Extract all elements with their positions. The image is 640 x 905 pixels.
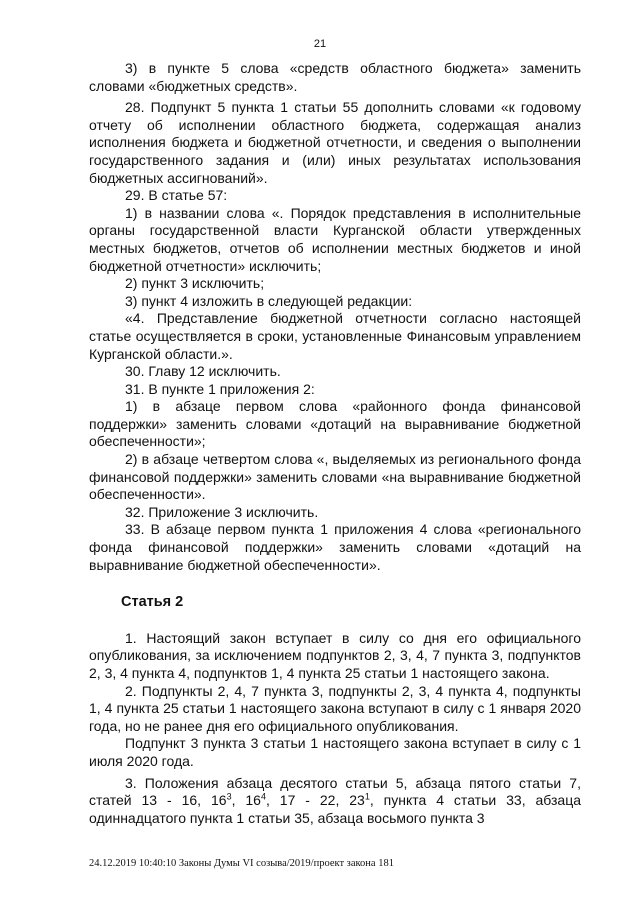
paragraph: 2. Подпункты 2, 4, 7 пункта 3, подпункты 2, 3, 4 пункта 4, подпункты 1, 4 пункта 25 статьи 1 настоящего закона вступают в силу с 1 января 2020 года, но не ранее дня его официального опубликования. bbox=[89, 682, 581, 734]
paragraph: Подпункт 3 пункта 3 статьи 1 настоящего закона вступает в силу с 1 июля 2020 года. bbox=[89, 735, 581, 769]
text-run: 3. Положения абзаца десятого статьи 5, абзаца пятого статьи 7, статей 13 - 16, 16 bbox=[89, 774, 581, 809]
paragraph: 28. Подпункт 5 пункта 1 статьи 55 дополнить словами «к годовому отчету об исполнении областного бюджета, содержащая анализ исполнения бюджета и бюджетной отчетности, и сведения о выполнении государственного задания и (или) иных результатах использования бюджетных ассигнований». bbox=[89, 99, 581, 186]
paragraph: 30. Главу 12 исключить. bbox=[125, 363, 281, 380]
text-run: , 17 - 22, 23 bbox=[265, 792, 365, 809]
paragraph-with-superscripts bbox=[89, 775, 581, 828]
paragraph: 3) пункт 4 изложить в следующей редакции: bbox=[125, 292, 413, 309]
paragraph: 1) в названии слова «. Порядок представления в исполнительные органы государственной власти Курганской области утвержденных местных бюджетов, отчетов об исполнении местных бюджетов и иной бюджетной отчетности» исключить; bbox=[89, 204, 581, 274]
footer-stamp: 24.12.2019 10:40:10 Законы Думы VI созыва/2019/проект закона 181 bbox=[89, 858, 394, 869]
text-run: , 16 bbox=[231, 792, 261, 809]
paragraph: 32. Приложение 3 исключить. bbox=[125, 503, 319, 520]
page-number: 21 bbox=[313, 38, 327, 50]
superscript: 4 bbox=[260, 791, 266, 802]
document-body bbox=[89, 60, 581, 827]
text-run: , пункта 4 статьи 33, абзаца одиннадцатого пункта 1 статьи 35, абзаца восьмого пункта 3 bbox=[89, 792, 582, 826]
paragraph: 1) в абзаце первом слова «районного фонда финансовой поддержки» заменить словами «дотаций на выравнивание бюджетной обеспеченности»; bbox=[89, 398, 581, 450]
paragraph: 29. В статье 57: bbox=[125, 187, 228, 204]
article-heading: Статья 2 bbox=[121, 594, 184, 611]
paragraph: 2) пункт 3 исключить; bbox=[125, 275, 265, 292]
quoted-paragraph: «4. Представление бюджетной отчетности согласно настоящей статье осуществляется в сроки, установленные Финансовым управлением Курганской области.». bbox=[89, 310, 581, 362]
paragraph: 3) в пункте 5 слова «средств областного бюджета» заменить словами «бюджетных средств». bbox=[89, 60, 581, 94]
superscript: 1 bbox=[364, 791, 370, 802]
paragraph: 1. Настоящий закон вступает в силу со дня его официального опубликования, за исключением подпунктов 2, 3, 4, 7 пункта 3, подпунктов 2, 3, 4 пункта 4, подпунктов 1, 4 пункта 25 статьи 1 настоящего закона. bbox=[89, 629, 581, 681]
paragraph: 33. В абзаце первом пункта 1 приложения 4 слова «регионального фонда финансовой поддержки» заменить словами «дотаций на выравнивание бюджетной обеспеченности». bbox=[89, 521, 581, 573]
paragraph: 2) в абзаце четвертом слова «, выделяемых из регионального фонда финансовой поддержки» заменить словами «на выравнивание бюджетной обеспеченности». bbox=[89, 451, 581, 503]
superscript: 3 bbox=[226, 791, 232, 802]
paragraph: 31. В пункте 1 приложения 2: bbox=[125, 380, 315, 397]
